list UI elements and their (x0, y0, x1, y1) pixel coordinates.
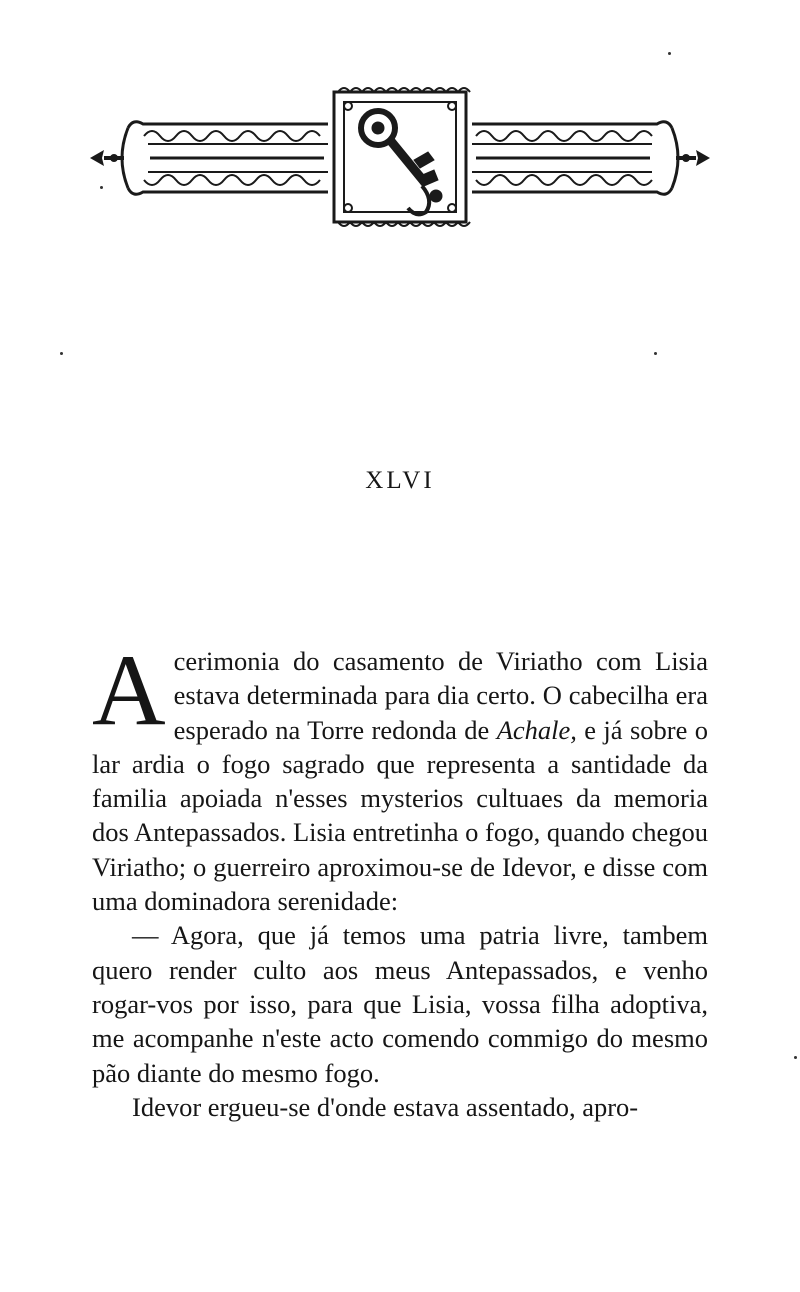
paragraph-3: Idevor ergueu-se d'onde estava assentado, apro- (132, 1091, 639, 1122)
right-border-band (472, 122, 678, 195)
left-border-band (122, 122, 328, 195)
paragraph-1-text-end: e já sobre o lar ardia o fogo sagrado que representa a santidade da familia apoiada n'esses mysterios cultuaes da memoria dos Antepassados. Lisia entretinha o fogo, quando chegou Viriatho; o guerreiro aproximou-se de Idevor, e disse com uma dominadora serenidade: (92, 714, 708, 917)
print-speck (100, 186, 103, 189)
print-speck (668, 52, 671, 55)
left-arrow-ornament (90, 150, 124, 166)
drop-cap: A (92, 634, 166, 747)
italic-place-name: Achale, (496, 714, 577, 745)
right-arrow-ornament (676, 150, 710, 166)
paragraph-1-text-start: cerimonia do casamento de Viriatho com Lisia estava determinada para dia certo. O cabecilha era esperado na Torre redonda de (173, 646, 708, 745)
body-text (92, 634, 708, 1124)
print-speck (654, 352, 657, 355)
print-speck (794, 1056, 797, 1059)
chapter-number: XLVI (365, 467, 435, 494)
paragraph-1 (92, 634, 708, 918)
paragraph-2: — Agora, que já temos uma patria livre, tambem quero render culto aos meus Antepassados, e venho rogar-vos por isso, para que Lisia, vossa filha adoptiva, me acompanhe n'este acto comendo commigo do mesmo pão diante do mesmo fogo. (92, 920, 708, 1088)
headpiece-ornament (88, 84, 712, 230)
key-headpiece-icon (361, 111, 442, 214)
print-speck (60, 352, 63, 355)
